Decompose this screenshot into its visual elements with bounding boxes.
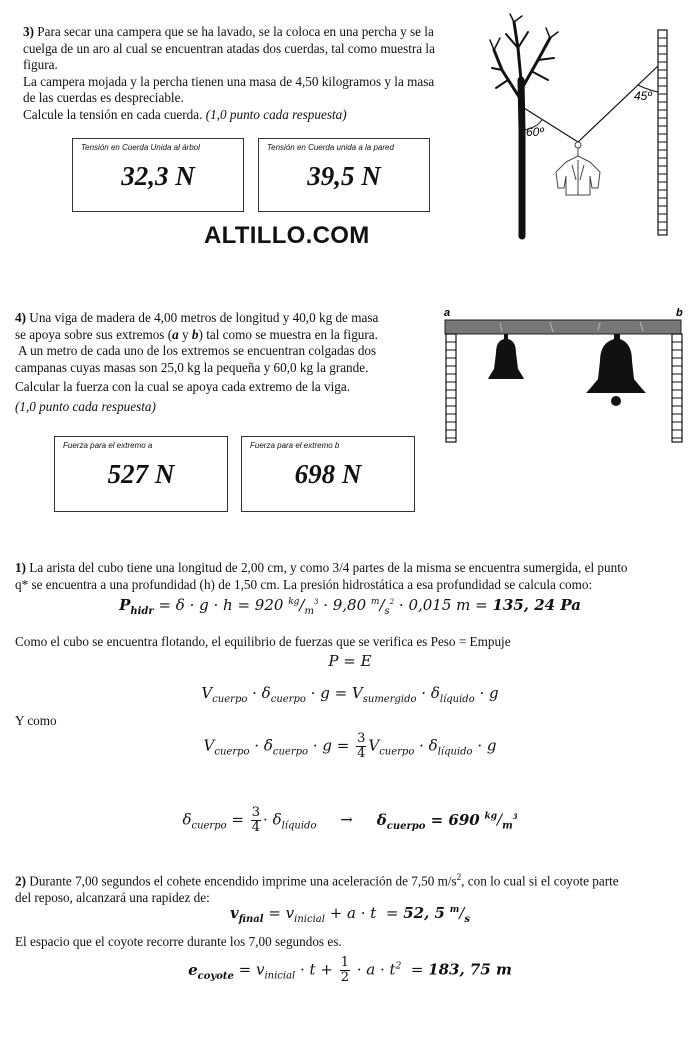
solution-2-space-text: El espacio que el coyote recorre durante los 7,00 segundos es. [15,934,342,949]
beam-end-a-label: a [444,307,451,319]
y-como-text: Y como [15,713,57,728]
beam-bells-figure [440,303,688,448]
equation-volume-density-1: $V_{cuerpo} \cdot \delta_{cuerpo} \cdot g = V_{sumergido} \cdot \delta_{líquido} \cdot g$ [201,684,499,705]
answer-box-wall-tension [258,138,430,212]
large-bell-icon [586,334,646,406]
equation-volume-density-2: $V_{cuerpo} \cdot \delta_{cuerpo} \cdot g$ = $\frac{3}{4}$ $V_{cuerpo} \cdot \delta_{líquido} \cdot g$ [203,731,497,761]
solution-1-text: 1) La arista del cubo tiene una longitud de 2,00 cm, y como 3/4 partes de la misma se encuentra sumergida, el punto q* se encuentra a una profundidad (h) de 1,50 cm. La presión hidrostática a esa profundidad se calcula como: [15,560,628,592]
answer-box-value: 39,5 N [307,161,381,191]
small-bell-icon [488,334,524,379]
angle-tree-label: 60º [526,125,544,139]
equation-coyote-distance: $e_{coyote} = v_{inicial} \cdot t$ + $\frac{1}{2}$ · $a \cdot t^2 = 183$, 75 m [188,955,512,985]
beam-icon [445,320,681,334]
support-left-icon [446,334,456,442]
answer-box-force-a [54,436,228,512]
answer-box-label: Fuerza para el extremo b [250,441,340,450]
answer-box-value: 32,3 N [121,161,195,191]
equation-density-result: $\delta_{cuerpo}$ = $\frac{3}{4}$ · $\delta_{líquido}$ → $\delta_{cuerpo} = 690$ $^{kg}/_m^3$ [182,805,518,835]
tree-icon [490,14,558,236]
equation-p-equals-e: P = E [328,652,372,670]
answer-box-value: 698 N [294,459,362,489]
answer-box-label: Tensión en Cuerda Unida al árbol [81,143,200,152]
answer-box-tree-tension [72,138,244,212]
tree-wall-figure [488,10,673,242]
answer-box-force-b [241,436,415,512]
support-right-icon [672,334,682,442]
problem-3-text: 3) Para secar una campera que se ha lavado, se la coloca en una percha y se la cuelga de un aro al cual se encuentran atadas dos cuerdas, tal como muestra la figura. La campera mojada y la percha tienen una masa de 4,50 kilogramos y la masa de las cuerdas es despreciable. Calcule la tensión en cada cuerda. (1,0 punto cada respuesta) [23,24,435,122]
watermark-logo: ALTILLO.COM [204,222,370,249]
jacket-icon [556,142,600,195]
equation-final-velocity: $v_{final} = v_{inicial} + a \cdot t = 52$, 5 $^m/_s$ [230,904,470,925]
equation-hydrostatic-pressure: $P_{hidr} = \delta \cdot g \cdot h = 920$ $^{kg}/_m^3 \cdot 9,80$ $^m/_s^2 \cdot 0,015$ m = 135, 24 Pa [119,596,581,617]
problem-4-text: 4) Una viga de madera de 4,00 metros de longitud y 40,0 kg de masa se apoya sobre sus extremos (a y b) tal como se muestra en la figura. A un metro de cada uno de los extremos se encuentran colgadas dos campanas cuyas masas son 25,0 kg la pequeña y 60,0 kg la grande. Calcular la fuerza con la cual se apoya cada extremo de la viga. (1,0 punto cada respuesta) [15,310,379,414]
solution-2-text: 2) Durante 7,00 segundos el cohete encendido imprime una aceleración de 7,50 $m/s^2$, con lo cual si el coyote parte del reposo, alcanzará una rapidez de: [15,872,619,905]
angle-wall-label: 45º [634,89,652,103]
beam-end-b-label: b [676,307,683,319]
solution-1-equilibrium-text: Como el cubo se encuentra flotando, el equilibrio de fuerzas que se verifica es Peso = Empuje [15,634,511,649]
answer-box-value: 527 N [107,459,175,489]
answer-box-label: Fuerza para el extremo a [63,441,153,450]
wall-icon [658,30,667,235]
answer-box-label: Tensión en Cuerda unida a la pared [267,143,394,152]
